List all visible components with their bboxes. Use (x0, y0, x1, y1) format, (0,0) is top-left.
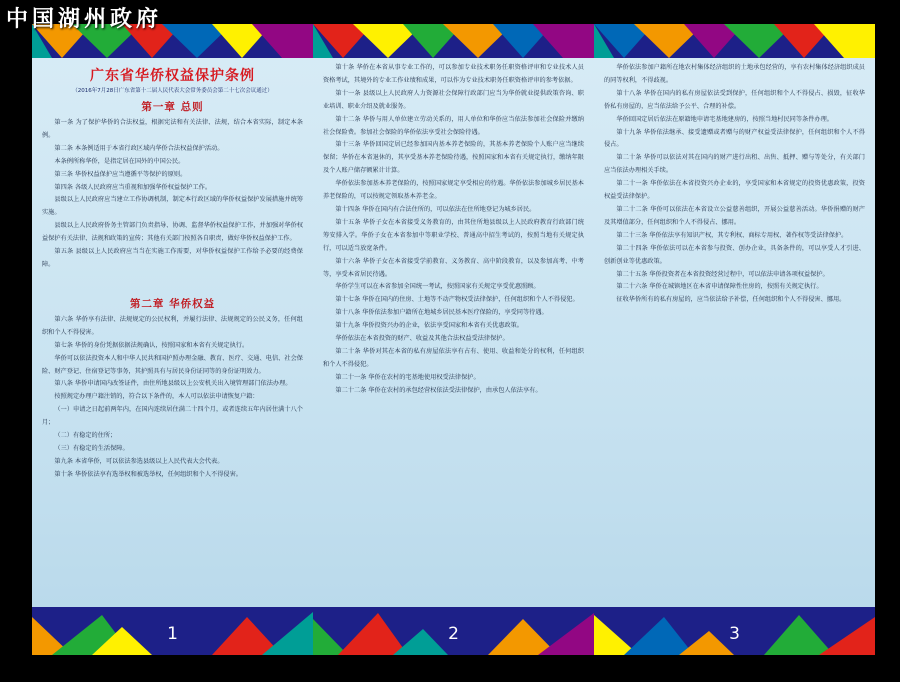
page-number: 2 (448, 624, 459, 644)
article-paragraph: 第十九条 华侨投资兴办的企业，依法享受国家和本省有关优惠政策。 (335, 322, 523, 330)
article-paragraph: 第二十条 华侨可以依法对其在国内的财产进行出租、出售、抵押、赠与等处分，有关部门应当依法办理相关手续。 (604, 154, 865, 175)
article-paragraph: 第四条 各级人民政府应当重视和加强华侨权益保护工作。 (54, 183, 212, 191)
article-paragraph: 第一条 为了保护华侨的合法权益，根据宪法和有关法律、法规，结合本省实际，制定本条例。 (42, 119, 303, 139)
article-paragraph: 第十八条 华侨依法参加户籍所在地城乡居民基本医疗保险的，享受同等待遇。 (335, 309, 548, 317)
article-paragraph: 华侨学生可以在本省参加全国统一考试，按照国家有关规定享受优惠照顾。 (335, 283, 540, 291)
article-paragraph: 第十八条 华侨在国内的私有房屋依法受到保护，任何组织和个人不得侵占、损毁，征收华侨私有房屋的，应当依法给予公平、合理的补偿。 (604, 89, 865, 110)
article-paragraph: 第十条 华侨依法享有选举权和被选举权，任何组织和个人不得侵害。 (54, 470, 242, 478)
article-paragraph: 第十一条 县级以上人民政府人力资源社会保障行政部门应当为华侨就业提供政策咨询、职业培训、职业介绍及就业服务。 (323, 89, 584, 110)
article-paragraph: （一）申请之日起前两年内，在国内连续居住满二十四个月，或者连续五年内居住满十八个月； (42, 406, 303, 427)
article-paragraph: 第十七条 华侨在国内的住房、土地等不动产物权受法律保护，任何组织和个人不得侵犯。 (335, 296, 579, 304)
article-paragraph: 第二条 本条例适用于本省行政区域内华侨合法权益保护活动。 (54, 144, 224, 152)
article-paragraph: 县级以上人民政府侨务主管部门负责指导、协调、监督华侨权益保护工作，并加强对华侨权益保护有关法律、法规和政策的宣传；其他有关部门按照各自职责，做好华侨权益保护工作。 (42, 222, 303, 243)
chapter-1-heading: 第一章 总则 (141, 101, 204, 113)
article-paragraph: 第五条 县级以上人民政府应当当在实施工作需要，对华侨权益保护工作给予必要的经费保障。 (42, 248, 303, 268)
site-logo: 中国湖州政府 (6, 6, 163, 32)
article-paragraph: 第十九条 华侨依法继承、接受遗赠或者赠与的财产权益受法律保护，任何组织和个人不得侵占。 (604, 128, 865, 149)
article-paragraph: 第九条 本省华侨，可以依法参选县级以上人民代表大会代表。 (54, 457, 224, 465)
article-paragraph: 征收华侨所有的私有房屋的，应当依法给予补偿，任何组织和个人不得侵害、挪用。 (616, 296, 846, 304)
panel-1-text (42, 62, 303, 603)
article-paragraph: 第十条 华侨在本省从事专业工作的，可以参加专业技术职务任职资格评审和专业技术人员资格考试，其境外的专业工作业绩和成果，可以作为专业技术职务任职资格评审的参考依据。 (323, 64, 584, 84)
article-paragraph: 第二十二条 华侨在农村的承包经营权依法受法律保护，由承包人依法享有。 (335, 386, 542, 394)
article-paragraph: 第二十六条 华侨在城镇地区在本省申请保障性住房的，按照有关规定执行。 (616, 283, 823, 291)
article-paragraph: 华侨回国定居后依法在原籍地申请宅基地建房的，按照当地村民同等条件办理。 (616, 115, 833, 123)
article-paragraph: 第十三条 华侨回国定居已经参加国内基本养老保险的，其基本养老保险个人账户应当继续保留；华侨在本省退休的，其享受基本养老保险待遇，按照国家和本省有关规定执行，缴纳年限及个人账户储存额累计计算。 (323, 141, 584, 175)
brochure-panel-1 (32, 24, 313, 655)
article-paragraph: 第八条 华侨申请国内改签证件，由住所地县级以上公安机关出入境管理部门依法办理。 (54, 380, 292, 388)
decorative-top-band (313, 24, 594, 58)
page-number: 3 (729, 624, 740, 644)
article-paragraph: 第三条 华侨权益保护应当遵循平等保护的原则。 (54, 170, 187, 178)
article-paragraph: 按照规定办理户籍注销的，符合以下条件的，本人可以依法申请恢复户籍： (54, 393, 259, 401)
article-paragraph: 第二十条 华侨对其在本省的私有房屋依法享有占有、使用、收益和处分的权利，任何组织和个人不得侵犯。 (323, 347, 584, 368)
article-paragraph: 华侨可以依法投资本人和中华人民共和国护照办理金融、教育、医疗、交通、电信、社会保险、财产登记、住宿登记等事务，其护照具有与居民身份证同等的身份证明效力。 (42, 354, 303, 375)
article-paragraph: 第二十二条 华侨可以依法在本省设立公益慈善组织，开展公益慈善活动。华侨捐赠的财产及其增值部分，任何组织和个人不得侵占、挪用。 (604, 205, 865, 226)
document-title: 广东省华侨权益保护条例 (90, 68, 255, 84)
article-paragraph: 华侨依法参加户籍所在地农村集体经济组织的土地承包经营的，享有农村集体经济组织成员的同等权利，不得歧视。 (604, 64, 865, 84)
article-paragraph: 第二十四条 华侨依法可以在本省参与投资、创办企业，具备条件的，可以享受人才引进、创新创业等优惠政策。 (604, 244, 865, 265)
article-paragraph: 第十二条 华侨与用人单位建立劳动关系的，用人单位和华侨应当依法参加社会保险并缴纳社会保险费。参加社会保险的华侨依法享受社会保险待遇。 (323, 115, 584, 136)
article-paragraph: （三）有稳定的生活保障。 (54, 444, 129, 452)
article-paragraph: 第二十三条 华侨依法享有知识产权，其专利权、商标专用权、著作权等受法律保护。 (616, 231, 848, 239)
article-paragraph: 第二十五条 华侨投资者在本省投资经营过程中，可以依法申请各项权益保护。 (616, 270, 829, 278)
article-paragraph: 第十六条 华侨子女在本省接受学前教育、义务教育、高中阶段教育，以及参加高考、中考等，享受本省居民待遇。 (323, 257, 584, 278)
brochure-panel-3 (594, 24, 875, 655)
page-number: 1 (167, 624, 178, 644)
article-paragraph: 第十四条 华侨在国内有合法住所的，可以依法在住所地登记为城乡居民。 (335, 205, 536, 213)
article-paragraph: 第七条 华侨的身份凭据依据法规确认，按照国家和本省有关规定执行。 (54, 341, 249, 349)
article-paragraph: 县级以上人民政府应当建立工作协调机制，制定本行政区域的华侨权益保护发展措施并统筹实施。 (42, 196, 303, 217)
decorative-top-band (594, 24, 875, 58)
chapter-2-heading: 第二章 华侨权益 (129, 297, 216, 310)
article-paragraph: 本条例所称华侨，是指定居在国外的中国公民。 (54, 157, 185, 165)
article-paragraph: （二）有稳定的住所； (54, 432, 117, 440)
panel-2-text (323, 62, 584, 603)
brochure-panel-2 (313, 24, 594, 655)
article-paragraph: 华侨依法在本省投资的财产、收益及其他合法权益受法律保护。 (335, 335, 509, 343)
document-subtitle: （2016年7月28日广东省第十二届人民代表大会常务委员会第二十七次会议通过） (72, 88, 273, 94)
article-paragraph: 第二十一条 华侨依法在本省投资兴办企业的，享受国家和本省规定的投资优惠政策，投资权益受法律保护。 (604, 180, 865, 201)
article-paragraph: 第十五条 华侨子女在本省接受义务教育的，由其住所地县级以上人民政府教育行政部门统筹安排入学。华侨子女在本省参加中等职业学校、普通高中招生考试的，按照当地有关规定执行，可以适当放宽条件。 (323, 218, 584, 252)
article-paragraph: 第六条 华侨享有法律、法规规定的公民权利，并履行法律、法规规定的公民义务，任何组织和个人不得侵害。 (42, 315, 303, 336)
article-paragraph: 第二十一条 华侨在农村的宅基地使用权受法律保护。 (335, 373, 480, 381)
article-paragraph: 华侨依法参加基本养老保险的，按照国家规定享受相应的待遇。华侨依法参加城乡居民基本养老保险的，可以按规定领取基本养老金。 (323, 180, 584, 201)
panel-3-text (604, 62, 865, 603)
